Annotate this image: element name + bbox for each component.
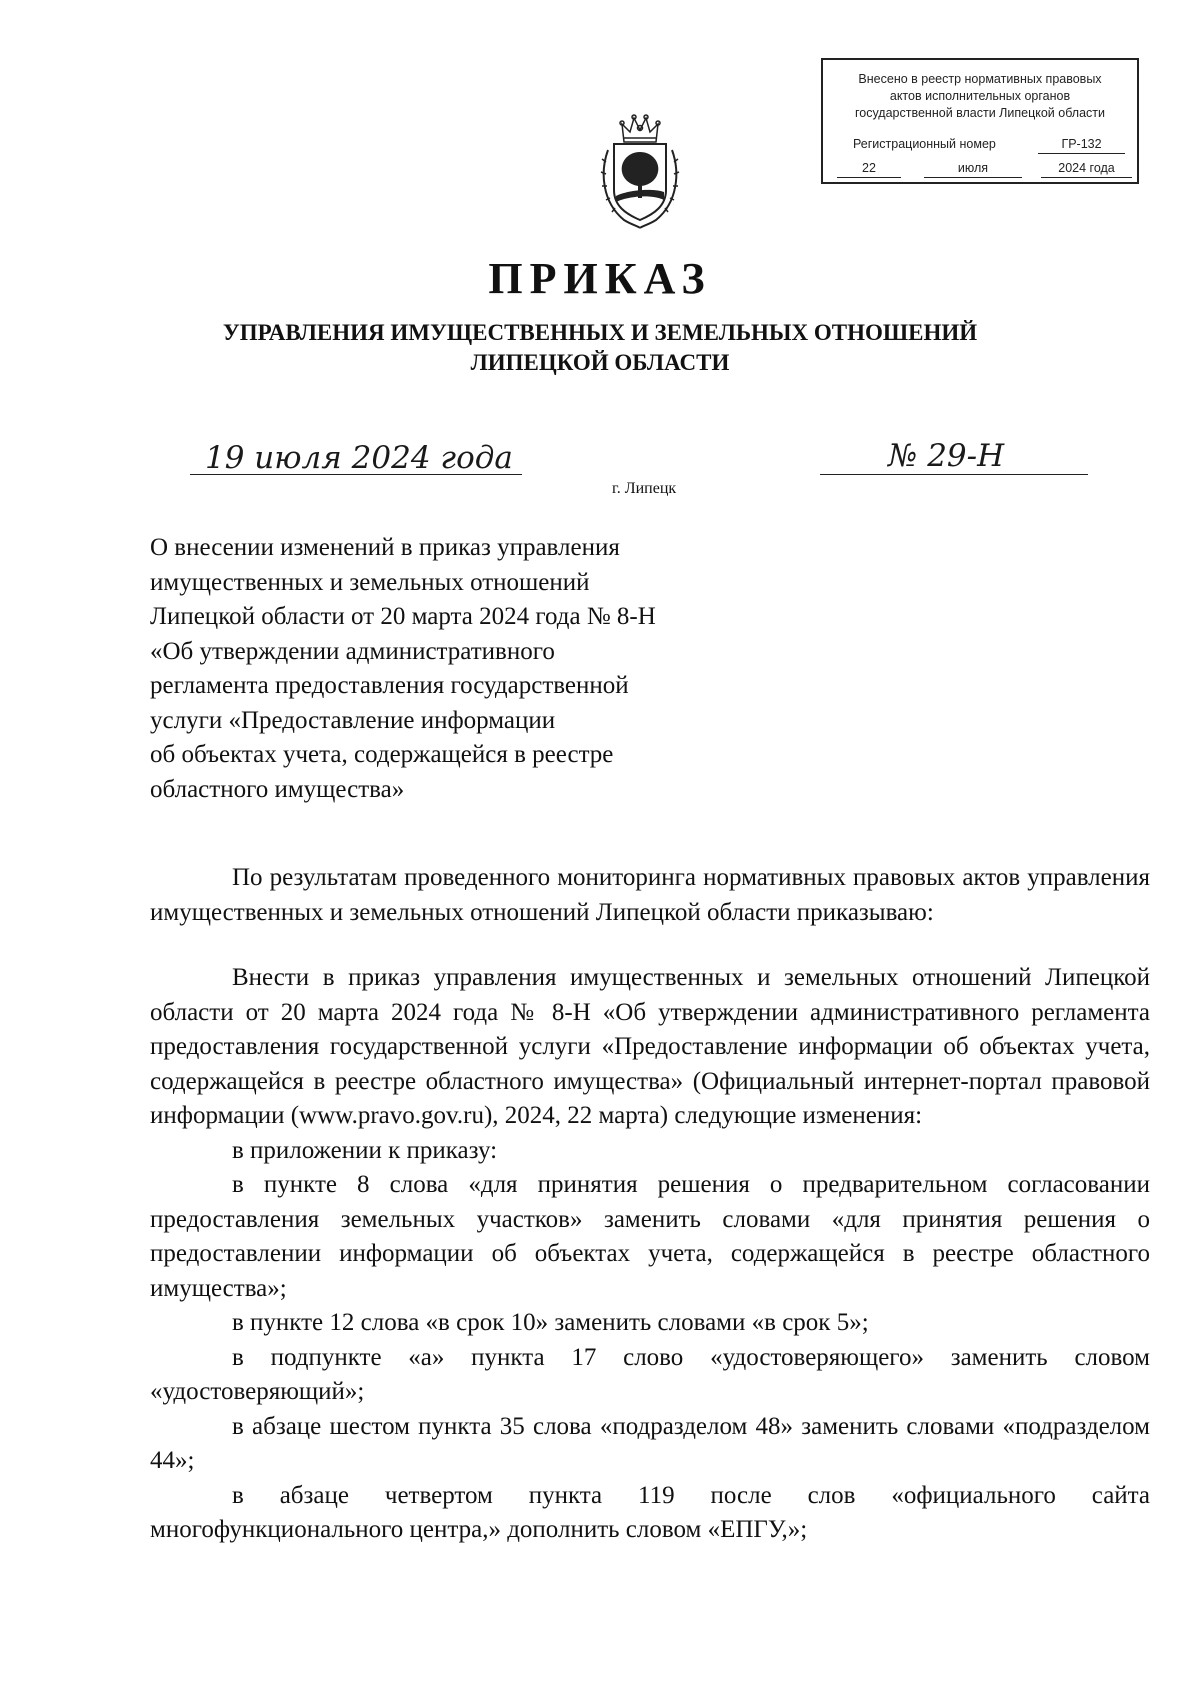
main-paragraph: Внести в приказ управления имущественных и земельных отношений Липецкой области от 20 марта 2024 года № 8-Н «Об утверждении административного регламента предоставления государственной услуги «Предоставление информации об объектах учета, содержащейся в реестре областного имущества» (Официальный интернет-портал правовой информации (www.pravo.gov.ru), 2024, 22 марта) следующие изменения: [150, 964, 1150, 1129]
heading-line: имущественных и земельных отношений [150, 568, 590, 596]
document-title: ПРИКАЗ [488, 254, 712, 303]
stamp-month: июля [924, 160, 1022, 178]
stamp-reg-number: ГР-132 [1038, 136, 1125, 154]
amendment-item: в приложении к приказу: [232, 1136, 498, 1164]
registration-stamp [821, 58, 1139, 184]
authority-line: УПРАВЛЕНИЯ ИМУЩЕСТВЕННЫХ И ЗЕМЕЛЬНЫХ ОТНОШЕНИЙ [222, 320, 978, 345]
amendment-item: в пункте 8 слова «для принятия решения о предварительном согласовании предоставления земельных участков» заменить словами «для принятия решения о предоставлении информации об объектах учета, содержащейся в реестре областного имущества»; [150, 1171, 1150, 1302]
heading-line: регламента предоставления государственной [150, 672, 629, 699]
date-underline [190, 474, 522, 475]
heading-line: областного имущества» [150, 775, 405, 803]
handwritten-date: 19 июля 2024 года [205, 440, 513, 476]
heading-line: «Об утверждении административного [150, 637, 555, 665]
amendment-item: в абзаце шестом пункта 35 слова «подразделом 48» заменить словами «подразделом 44»; [150, 1412, 1150, 1474]
stamp-day: 22 [837, 160, 901, 178]
heading-line: услуги «Предоставление информации [150, 706, 556, 734]
stamp-line: государственной власти Липецкой области [854, 106, 1106, 120]
lipetsk-coat-of-arms-icon [598, 112, 682, 230]
handwritten-number: № 29-Н [888, 438, 1005, 474]
city-label: г. Липецк [612, 480, 677, 497]
stamp-reg-label: Регистрационный номер [853, 137, 996, 151]
stamp-text [823, 71, 1137, 122]
order-body [150, 861, 1150, 1548]
stamp-year: 2024 года [1041, 160, 1132, 178]
heading-line: О внесении изменений в приказ управления [150, 534, 620, 561]
amendment-item: в подпункте «а» пункта 17 слово «удостоверяющего» заменить словом «удостоверяющий»; [150, 1343, 1150, 1405]
heading-line: Липецкой области от 20 марта 2024 года № 8-Н [150, 603, 656, 630]
amendment-item: в абзаце четвертом пункта 119 после слов «официального сайта многофункционального центра,» дополнить словом «ЕПГУ,»; [150, 1481, 1150, 1543]
authority-line: ЛИПЕЦКОЙ ОБЛАСТИ [470, 350, 730, 375]
issuing-authority [0, 318, 1200, 378]
stamp-line: Внесено в реестр нормативных правовых [858, 72, 1102, 86]
preamble-paragraph: По результатам проведенного мониторинга нормативных правовых актов управления имущественных и земельных отношений Липецкой области приказываю: [150, 864, 1150, 926]
heading-line: об объектах учета, содержащейся в реестре [150, 741, 614, 768]
amendment-item: в пункте 12 слова «в срок 10» заменить словами «в срок 5»; [232, 1309, 869, 1336]
order-heading [150, 531, 750, 807]
number-underline [820, 474, 1088, 475]
stamp-line: актов исполнительных органов [889, 89, 1071, 103]
